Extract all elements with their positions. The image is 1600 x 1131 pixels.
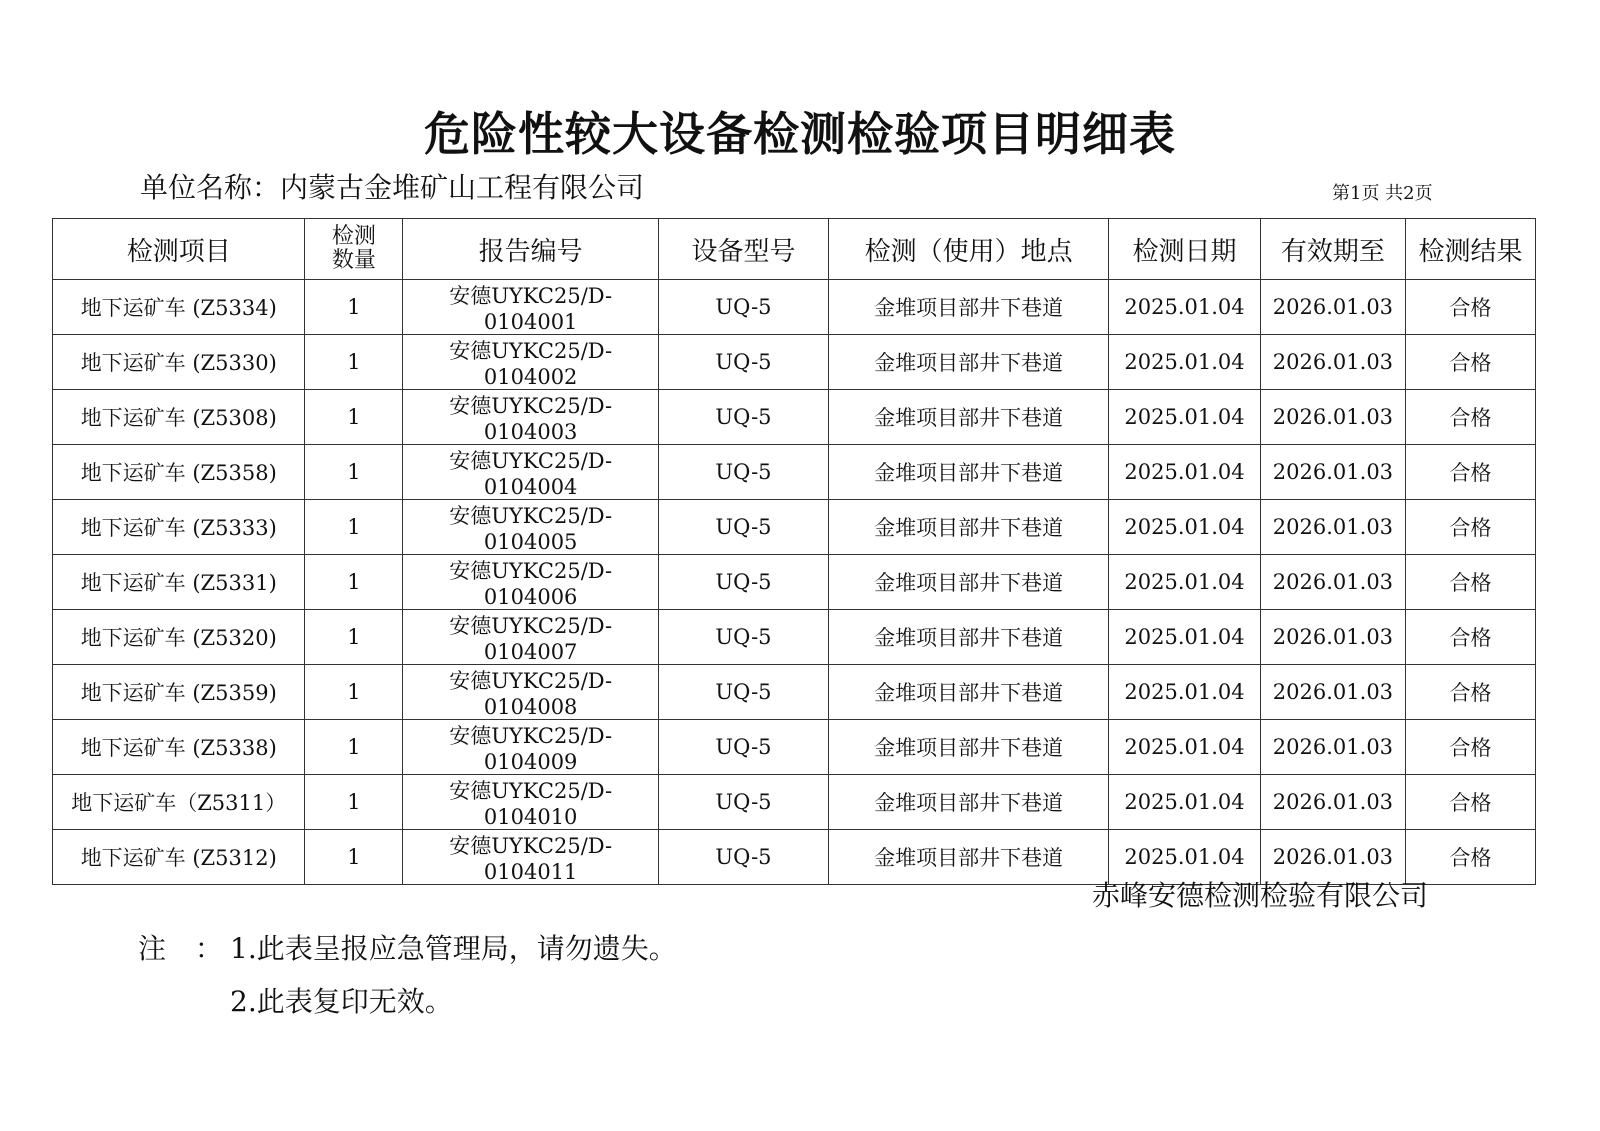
cell-qty: 1 — [305, 445, 403, 500]
cell-valid-until: 2026.01.03 — [1260, 775, 1405, 830]
cell-valid-until: 2026.01.03 — [1260, 610, 1405, 665]
cell-valid-until: 2026.01.03 — [1260, 390, 1405, 445]
note-2: 2.此表复印无效。 — [230, 985, 453, 1018]
table-row — [53, 775, 1536, 830]
cell-report-no: 安德UYKC25/D-0104002 — [403, 335, 659, 390]
cell-model: UQ-5 — [658, 830, 828, 885]
cell-qty: 1 — [305, 665, 403, 720]
cell-report-no: 安德UYKC25/D-0104010 — [403, 775, 659, 830]
cell-valid-until: 2026.01.03 — [1260, 445, 1405, 500]
cell-valid-until: 2026.01.03 — [1260, 555, 1405, 610]
company-signature: 赤峰安德检测检验有限公司 — [1092, 879, 1429, 912]
table-row — [53, 610, 1536, 665]
cell-qty: 1 — [305, 720, 403, 775]
header-qty-line2: 数量 — [331, 248, 376, 273]
table-body — [53, 280, 1536, 885]
cell-item: 地下运矿车 (Z5331) — [53, 555, 305, 610]
cell-model: UQ-5 — [658, 720, 828, 775]
cell-result: 合格 — [1406, 280, 1536, 335]
cell-qty: 1 — [305, 775, 403, 830]
cell-qty: 1 — [305, 830, 403, 885]
cell-item: 地下运矿车 (Z5358) — [53, 445, 305, 500]
unit-label: 单位名称： — [140, 171, 281, 204]
cell-model: UQ-5 — [658, 500, 828, 555]
cell-item: 地下运矿车 (Z5338) — [53, 720, 305, 775]
cell-report-no: 安德UYKC25/D-0104009 — [403, 720, 659, 775]
cell-model: UQ-5 — [658, 280, 828, 335]
cell-date: 2025.01.04 — [1109, 720, 1260, 775]
cell-qty: 1 — [305, 555, 403, 610]
table-row — [53, 665, 1536, 720]
table-row — [53, 720, 1536, 775]
cell-location: 金堆项目部井下巷道 — [828, 335, 1108, 390]
header-report-no: 报告编号 — [403, 219, 659, 280]
header-result: 检测结果 — [1406, 219, 1536, 280]
header-date: 检测日期 — [1109, 219, 1260, 280]
cell-location: 金堆项目部井下巷道 — [828, 280, 1108, 335]
cell-item: 地下运矿车 (Z5330) — [53, 335, 305, 390]
cell-valid-until: 2026.01.03 — [1260, 500, 1405, 555]
page-info: 第1页 共2页 — [1332, 183, 1433, 204]
cell-qty: 1 — [305, 335, 403, 390]
cell-report-no: 安德UYKC25/D-0104008 — [403, 665, 659, 720]
cell-report-no: 安德UYKC25/D-0104001 — [403, 280, 659, 335]
cell-valid-until: 2026.01.03 — [1260, 335, 1405, 390]
cell-result: 合格 — [1406, 665, 1536, 720]
cell-item: 地下运矿车 (Z5359) — [53, 665, 305, 720]
cell-qty: 1 — [305, 500, 403, 555]
cell-location: 金堆项目部井下巷道 — [828, 610, 1108, 665]
table-row — [53, 280, 1536, 335]
note-1: 1.此表呈报应急管理局，请勿遗失。 — [230, 932, 677, 965]
cell-qty: 1 — [305, 610, 403, 665]
cell-item: 地下运矿车 (Z5320) — [53, 610, 305, 665]
header-model: 设备型号 — [658, 219, 828, 280]
header-qty — [305, 219, 403, 280]
cell-item: 地下运矿车 (Z5312) — [53, 830, 305, 885]
table-row — [53, 390, 1536, 445]
cell-date: 2025.01.04 — [1109, 830, 1260, 885]
cell-report-no: 安德UYKC25/D-0104006 — [403, 555, 659, 610]
header-location: 检测（使用）地点 — [828, 219, 1108, 280]
cell-qty: 1 — [305, 390, 403, 445]
unit-line — [140, 166, 644, 206]
cell-date: 2025.01.04 — [1109, 390, 1260, 445]
cell-valid-until: 2026.01.03 — [1260, 665, 1405, 720]
cell-date: 2025.01.04 — [1109, 555, 1260, 610]
cell-model: UQ-5 — [658, 335, 828, 390]
cell-report-no: 安德UYKC25/D-0104011 — [403, 830, 659, 885]
cell-model: UQ-5 — [658, 775, 828, 830]
document-title: 危险性较大设备检测检验项目明细表 — [424, 107, 1176, 161]
cell-item: 地下运矿车 (Z5334) — [53, 280, 305, 335]
cell-report-no: 安德UYKC25/D-0104007 — [403, 610, 659, 665]
cell-valid-until: 2026.01.03 — [1260, 720, 1405, 775]
cell-location: 金堆项目部井下巷道 — [828, 720, 1108, 775]
cell-item: 地下运矿车 (Z5308) — [53, 390, 305, 445]
unit-name: 内蒙古金堆矿山工程有限公司 — [280, 171, 645, 204]
cell-result: 合格 — [1406, 335, 1536, 390]
header-valid-until: 有效期至 — [1260, 219, 1405, 280]
header-qty-line1: 检测 — [331, 224, 376, 249]
inspection-table — [52, 218, 1536, 885]
cell-date: 2025.01.04 — [1109, 335, 1260, 390]
header-item: 检测项目 — [53, 219, 305, 280]
cell-result: 合格 — [1406, 610, 1536, 665]
cell-location: 金堆项目部井下巷道 — [828, 390, 1108, 445]
cell-model: UQ-5 — [658, 610, 828, 665]
cell-location: 金堆项目部井下巷道 — [828, 775, 1108, 830]
cell-model: UQ-5 — [658, 665, 828, 720]
cell-date: 2025.01.04 — [1109, 775, 1260, 830]
cell-model: UQ-5 — [658, 445, 828, 500]
cell-valid-until: 2026.01.03 — [1260, 280, 1405, 335]
cell-report-no: 安德UYKC25/D-0104005 — [403, 500, 659, 555]
cell-location: 金堆项目部井下巷道 — [828, 500, 1108, 555]
cell-location: 金堆项目部井下巷道 — [828, 830, 1108, 885]
table-row — [53, 500, 1536, 555]
table-header-row — [53, 219, 1536, 280]
cell-result: 合格 — [1406, 500, 1536, 555]
cell-result: 合格 — [1406, 720, 1536, 775]
table-row — [53, 445, 1536, 500]
table-row — [53, 555, 1536, 610]
cell-result: 合格 — [1406, 555, 1536, 610]
cell-model: UQ-5 — [658, 390, 828, 445]
cell-qty: 1 — [305, 280, 403, 335]
cell-item: 地下运矿车（Z5311） — [53, 775, 305, 830]
cell-report-no: 安德UYKC25/D-0104003 — [403, 390, 659, 445]
cell-location: 金堆项目部井下巷道 — [828, 665, 1108, 720]
cell-location: 金堆项目部井下巷道 — [828, 555, 1108, 610]
note-label: 注 ： — [138, 932, 233, 965]
cell-report-no: 安德UYKC25/D-0104004 — [403, 445, 659, 500]
cell-valid-until: 2026.01.03 — [1260, 830, 1405, 885]
cell-date: 2025.01.04 — [1109, 280, 1260, 335]
cell-date: 2025.01.04 — [1109, 500, 1260, 555]
cell-model: UQ-5 — [658, 555, 828, 610]
cell-result: 合格 — [1406, 775, 1536, 830]
cell-date: 2025.01.04 — [1109, 445, 1260, 500]
cell-location: 金堆项目部井下巷道 — [828, 445, 1108, 500]
cell-date: 2025.01.04 — [1109, 610, 1260, 665]
cell-date: 2025.01.04 — [1109, 665, 1260, 720]
table-row — [53, 335, 1536, 390]
cell-result: 合格 — [1406, 445, 1536, 500]
cell-result: 合格 — [1406, 830, 1536, 885]
cell-item: 地下运矿车 (Z5333) — [53, 500, 305, 555]
cell-result: 合格 — [1406, 390, 1536, 445]
